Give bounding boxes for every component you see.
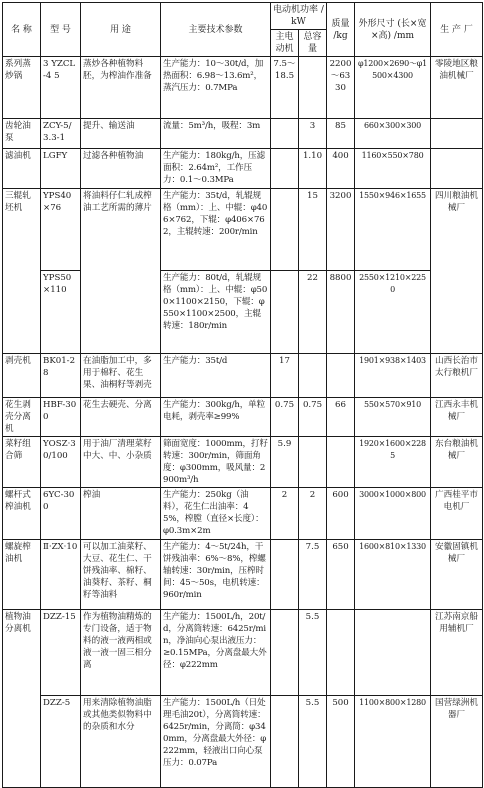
header-name: 名 称	[3, 3, 41, 57]
cell-use: 在油脂加工中，多用于棉籽、花生果、油桐籽等剥壳	[81, 354, 161, 398]
cell-power-total: 15	[299, 189, 327, 271]
cell-power-main	[271, 610, 299, 696]
cell-spec: 筛面宽度：1000mm，打籽转速：300r/min，筛面角度：φ300mm，吸风量：2900m³/h	[161, 437, 271, 488]
table-row	[3, 437, 483, 488]
cell-spec: 流量：5m³/h，吸程：3m	[161, 119, 271, 149]
cell-spec: 生产能力：1500L/h（日处理毛油20t），分离筒转速：6425r/min，分离筒：φ340mm，分离盘最大外径：φ222mm，轻液出口向心泵压力：0.07Pa	[161, 696, 271, 788]
cell-power-total	[299, 437, 327, 488]
cell-use: 可以加工油菜籽、大豆、花生仁、干饼残油率、棉籽、油葵籽、茶籽、桐籽等油料	[81, 540, 161, 610]
cell-maker	[431, 119, 483, 149]
header-dims: 外形尺寸 (长×宽×高) /mm	[355, 3, 431, 57]
header-mass: 质量 /kg	[327, 3, 355, 57]
cell-mass: 600	[327, 488, 355, 540]
cell-power-total: 22	[299, 271, 327, 354]
cell-model: YPS40×76	[41, 189, 81, 271]
header-power-total: 总容量	[299, 30, 327, 57]
cell-use: 花生去硬壳、分离	[81, 398, 161, 437]
cell-model: ZCY-5/3.3-1	[41, 119, 81, 149]
cell-mass: 8800	[327, 271, 355, 354]
table-row	[3, 189, 483, 271]
cell-power-main: 7.5～18.5	[271, 57, 299, 119]
cell-name: 螺杆式榨油机	[3, 488, 41, 540]
header-power-main: 主电动机	[271, 30, 299, 57]
cell-power-total: 5.5	[299, 696, 327, 788]
cell-model: HBF-300	[41, 398, 81, 437]
cell-mass: 3200	[327, 189, 355, 271]
cell-power-total	[299, 354, 327, 398]
cell-spec: 生产能力：1500L/h，20t/d，分离筒转速：6425r/min，净油向心泵出液压力：≥0.15MPa，分离盘最大外径：φ222mm	[161, 610, 271, 696]
cell-mass	[327, 610, 355, 696]
cell-use: 提升、输送油	[81, 119, 161, 149]
cell-mass	[327, 437, 355, 488]
cell-use: 过滤各种植物油	[81, 149, 161, 189]
cell-maker: 国营绿洲机器厂	[431, 696, 483, 788]
cell-power-total: 1.10	[299, 149, 327, 189]
cell-maker	[431, 149, 483, 189]
cell-mass: 66	[327, 398, 355, 437]
cell-dims: φ1200×2690～φ1500×4300	[355, 57, 431, 119]
cell-maker: 广西桂平市电机厂	[431, 488, 483, 540]
cell-spec: 生产能力：300kg/h，单粒电耗，剥壳率≥99%	[161, 398, 271, 437]
table-row	[3, 271, 483, 354]
equipment-table	[2, 2, 483, 788]
cell-mass	[327, 354, 355, 398]
cell-spec: 生产能力：35t/d	[161, 354, 271, 398]
cell-maker: 江西永丰机械厂	[431, 398, 483, 437]
header-maker: 生 产 厂	[431, 3, 483, 57]
cell-model: BK01-28	[41, 354, 81, 398]
table-row	[3, 540, 483, 610]
cell-dims: 1160×550×780	[355, 149, 431, 189]
cell-mass: 400	[327, 149, 355, 189]
cell-dims: 1600×810×1330	[355, 540, 431, 610]
cell-power-main	[271, 696, 299, 788]
cell-power-total: 0.75	[299, 398, 327, 437]
cell-power-main: 5.9	[271, 437, 299, 488]
cell-maker: 江苏南京船用辅机厂	[431, 610, 483, 696]
cell-power-total: 5.5	[299, 610, 327, 696]
cell-model: DZZ-15	[41, 610, 81, 696]
cell-maker: 山西长治市太行粮机厂	[431, 354, 483, 398]
cell-maker: 零陵地区粮油机械厂	[431, 57, 483, 119]
table-row	[3, 119, 483, 149]
cell-model: YPS50×110	[41, 271, 81, 354]
cell-dims	[355, 610, 431, 696]
cell-name: 剥壳机	[3, 354, 41, 398]
cell-name: 花生剥壳分离机	[3, 398, 41, 437]
cell-mass: 500	[327, 696, 355, 788]
table-row	[3, 488, 483, 540]
cell-power-main	[271, 271, 299, 354]
cell-spec: 生产能力：35t/d，轧辊规格（mm）：上、中辊：φ406×762，下辊：φ406×762，主辊转速：200r/min	[161, 189, 271, 271]
cell-use: 榨油	[81, 488, 161, 540]
cell-use: 用于油厂清理菜籽中大、中、小杂质	[81, 437, 161, 488]
cell-use: 蒸炒各种植物料胚，为榨油作准备	[81, 57, 161, 119]
header-power: 电动机功率 /kW	[271, 3, 327, 30]
cell-mass: 85	[327, 119, 355, 149]
cell-power-main	[271, 189, 299, 271]
cell-model: 6YC-300	[41, 488, 81, 540]
table-body	[3, 57, 483, 788]
cell-power-total	[299, 57, 327, 119]
cell-dims: 2550×1210×2250	[355, 271, 431, 354]
cell-power-main	[271, 149, 299, 189]
cell-name: 三辊轧坯机	[3, 189, 41, 354]
cell-dims: 3000×1000×800	[355, 488, 431, 540]
cell-name: 滤油机	[3, 149, 41, 189]
cell-model: DZZ-5	[41, 696, 81, 788]
table-row	[3, 610, 483, 696]
cell-power-total: 3	[299, 119, 327, 149]
cell-use: 将油料仔仁轧成榨油工艺所需的薄片	[81, 189, 161, 354]
cell-dims: 1100×800×1280	[355, 696, 431, 788]
cell-mass: 2200～6330	[327, 57, 355, 119]
cell-spec: 生产能力：10～30t/d，加热面积：6.98～13.6m²，蒸汽压力：0.7MPa	[161, 57, 271, 119]
cell-dims: 1901×938×1403	[355, 354, 431, 398]
cell-power-main	[271, 540, 299, 610]
cell-spec: 生产能力：4～5t/24h，干饼残油率：6%～8%，榨螺轴转速：30r/min，压榨时间：45～50s，电机转速：960r/min	[161, 540, 271, 610]
cell-maker: 东台粮油机械厂	[431, 437, 483, 488]
cell-power-main: 2	[271, 488, 299, 540]
cell-maker: 安徽固镇机械厂	[431, 540, 483, 610]
header-spec: 主要技术参数	[161, 3, 271, 57]
cell-model: Ⅱ·ZX·10	[41, 540, 81, 610]
cell-spec: 生产能力：250kg（油料），花生仁出油率：45%，榨膛（直径×长度）：φ0.3m×2m	[161, 488, 271, 540]
cell-spec: 生产能力：80t/d，轧辊规格（mm）：上、中辊：φ500×1100×2150，下辊：φ550×1100×2500，主辊转速：180r/min	[161, 271, 271, 354]
cell-use: 作为植物油精炼的专门设备，适于物料的液一液两相或液一液一固三相分离	[81, 610, 161, 696]
cell-model: 3 YZCL-4 5	[41, 57, 81, 119]
header-use: 用 途	[81, 3, 161, 57]
cell-dims: 550×570×910	[355, 398, 431, 437]
cell-name: 菜籽组合筛	[3, 437, 41, 488]
header-row-1	[3, 3, 483, 30]
cell-name: 系列蒸炒锅	[3, 57, 41, 119]
table-row	[3, 149, 483, 189]
cell-name: 螺旋榨油机	[3, 540, 41, 610]
cell-model: YOSZ·30/100	[41, 437, 81, 488]
cell-power-main: 0.75	[271, 398, 299, 437]
table-row	[3, 696, 483, 788]
cell-power-main: 17	[271, 354, 299, 398]
cell-power-main	[271, 119, 299, 149]
cell-maker: 四川粮油机械厂	[431, 189, 483, 354]
cell-dims: 1550×946×1655	[355, 189, 431, 271]
cell-name: 植物油分离机	[3, 610, 41, 788]
cell-power-total: 2	[299, 488, 327, 540]
cell-dims: 660×300×300	[355, 119, 431, 149]
cell-model: LGFY	[41, 149, 81, 189]
table-row	[3, 57, 483, 119]
cell-mass: 650	[327, 540, 355, 610]
cell-power-total: 7.5	[299, 540, 327, 610]
cell-name: 齿轮油泵	[3, 119, 41, 149]
cell-dims: 1920×1600×2285	[355, 437, 431, 488]
cell-spec: 生产能力：180kg/h，压滤面积：2.64m²，工作压力：0.1～0.3MPa	[161, 149, 271, 189]
table-row	[3, 398, 483, 437]
cell-use: 用来清除植物油脂或其他类似物料中的杂质和水分	[81, 696, 161, 788]
table-row	[3, 354, 483, 398]
header-model: 型 号	[41, 3, 81, 57]
